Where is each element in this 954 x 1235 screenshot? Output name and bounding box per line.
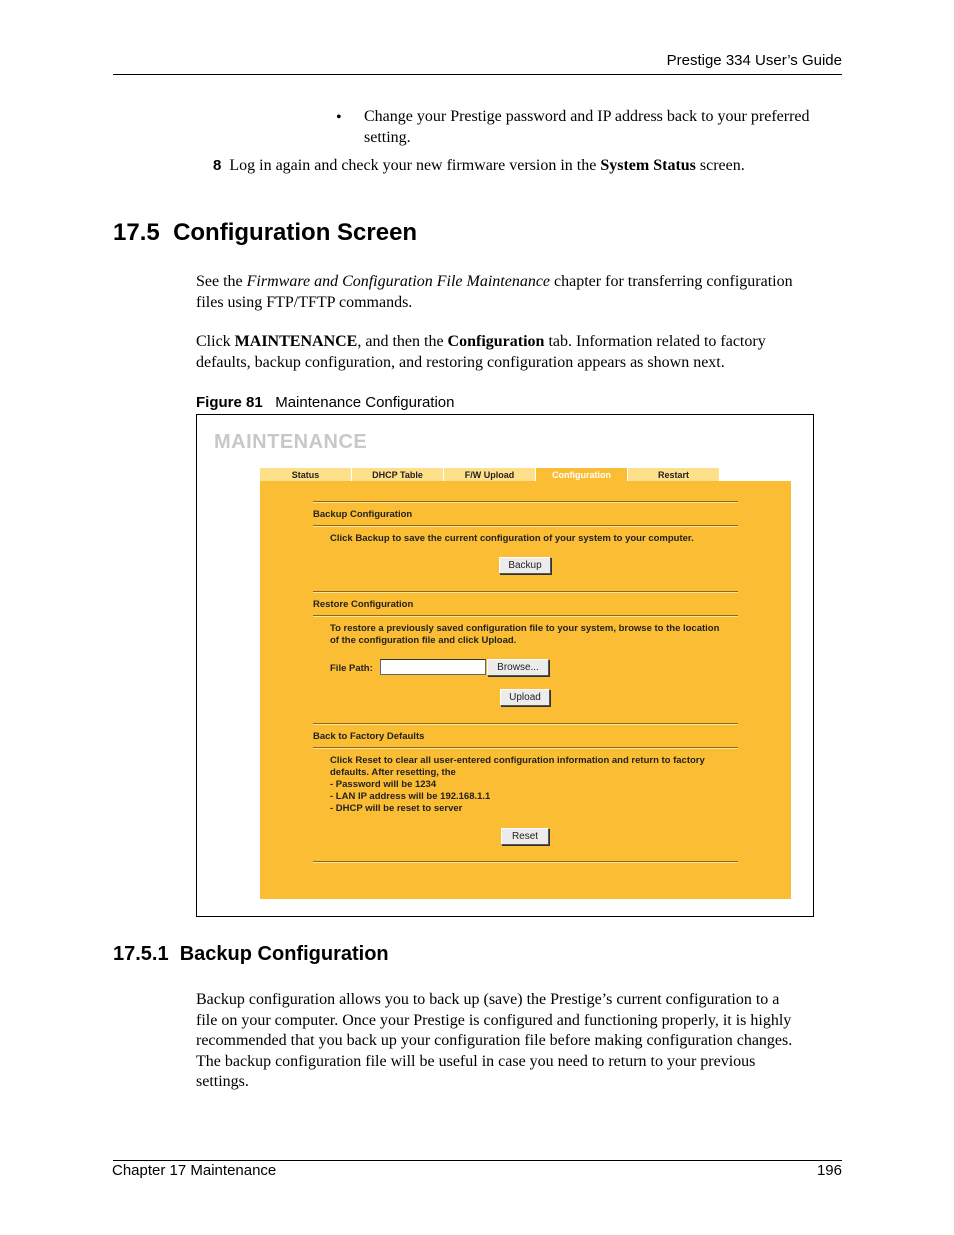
factory-title: Back to Factory Defaults xyxy=(313,731,425,742)
figure-caption xyxy=(196,394,455,411)
subsection-heading xyxy=(113,943,389,966)
p1-italic: Firmware and Configuration File Maintenance xyxy=(246,273,551,290)
p1-pre: See the xyxy=(196,273,247,290)
paragraph-see-chapter xyxy=(196,272,846,313)
paragraph-backup-description xyxy=(196,990,846,1093)
step-8 xyxy=(213,157,745,175)
factory-line5: - DHCP will be reset to server xyxy=(330,803,463,814)
subsection-number: 17.5.1 xyxy=(113,943,169,965)
section-divider xyxy=(313,525,738,527)
step-number: 8 xyxy=(213,157,222,174)
maintenance-title: MAINTENANCE xyxy=(214,431,368,453)
backup-description: Click Backup to save the current configuration of your system to your computer. xyxy=(330,533,694,544)
p3-line3: recommended that you back up your configuration file before making configuration changes. xyxy=(196,1032,793,1049)
p2-pre: Click xyxy=(196,333,235,350)
factory-line3: - Password will be 1234 xyxy=(330,779,437,790)
footer-rule xyxy=(113,1160,842,1161)
section-divider xyxy=(313,501,738,503)
factory-line4: - LAN IP address will be 192.168.1.1 xyxy=(330,791,491,802)
factory-line1: Click Reset to clear all user-entered configuration information and return to factory xyxy=(330,755,705,766)
p3-line1: Backup configuration allows you to back up (save) the Prestige’s current configuration to a xyxy=(196,991,780,1008)
upload-button[interactable]: Upload xyxy=(500,689,550,706)
tab-status[interactable]: Status xyxy=(260,467,351,482)
section-divider xyxy=(313,591,738,593)
running-header: Prestige 334 User’s Guide xyxy=(666,52,842,69)
page-number: 196 xyxy=(816,1162,842,1179)
restore-description-line2: of the configuration file and click Upload. xyxy=(330,635,517,646)
figure-caption-text: Maintenance Configuration xyxy=(275,394,455,411)
section-divider xyxy=(313,723,738,725)
file-path-input[interactable] xyxy=(380,659,486,675)
step-text-post: screen. xyxy=(695,157,745,174)
figure-maintenance-configuration xyxy=(196,414,814,917)
footer-chapter: Chapter 17 Maintenance xyxy=(112,1162,277,1179)
section-title: Configuration Screen xyxy=(173,219,418,246)
factory-line2: defaults. After resetting, the xyxy=(330,767,456,778)
restore-title: Restore Configuration xyxy=(313,599,414,610)
p1-post: chapter for transferring configuration xyxy=(550,273,793,290)
p3-line4: The backup configuration file will be useful in case you need to return to your previous xyxy=(196,1052,756,1070)
tab-restart[interactable]: Restart xyxy=(628,467,719,482)
p2-bold2: Configuration xyxy=(447,333,545,350)
p2-bold1: MAINTENANCE xyxy=(234,333,358,350)
p3-line5: settings. xyxy=(196,1073,249,1090)
subsection-title: Backup Configuration xyxy=(179,943,389,965)
tab-dhcp-table[interactable]: DHCP Table xyxy=(352,467,443,482)
reset-button[interactable]: Reset xyxy=(501,828,549,845)
step-text-pre: Log in again and check your new firmware version in the xyxy=(229,157,601,174)
file-path-label: File Path: xyxy=(330,663,373,674)
section-divider xyxy=(313,861,738,863)
section-number: 17.5 xyxy=(113,219,160,246)
tab-configuration[interactable]: Configuration xyxy=(536,467,627,482)
backup-button[interactable]: Backup xyxy=(499,557,551,574)
p2-post: tab. Information related to factory xyxy=(544,333,766,350)
figure-label: Figure 81 xyxy=(196,394,263,411)
tab-fw-upload[interactable]: F/W Upload xyxy=(444,467,535,482)
p2-mid: , and then the xyxy=(357,333,448,350)
section-heading xyxy=(113,219,417,247)
p3-line2: file on your computer. Once your Prestige is configured and functioning properly, it is highly xyxy=(196,1011,792,1029)
section-divider xyxy=(313,747,738,749)
paragraph-click-maintenance xyxy=(196,332,846,373)
bullet-text: Change your Prestige password and IP address back to your preferred setting. xyxy=(364,108,810,146)
backup-title: Backup Configuration xyxy=(313,509,413,520)
browse-button[interactable]: Browse... xyxy=(487,659,549,676)
p2-line2: defaults, backup configuration, and restoring configuration appears as shown next. xyxy=(196,353,725,371)
tab-bar xyxy=(260,467,720,482)
p1-line2: files using FTP/TFTP commands. xyxy=(196,293,413,311)
bullet-mark: • xyxy=(336,109,342,126)
step-text-bold: System Status xyxy=(600,157,696,174)
section-divider xyxy=(313,615,738,617)
restore-description-line1: To restore a previously saved configuration file to your system, browse to the location xyxy=(330,623,720,634)
header-rule xyxy=(113,74,842,75)
